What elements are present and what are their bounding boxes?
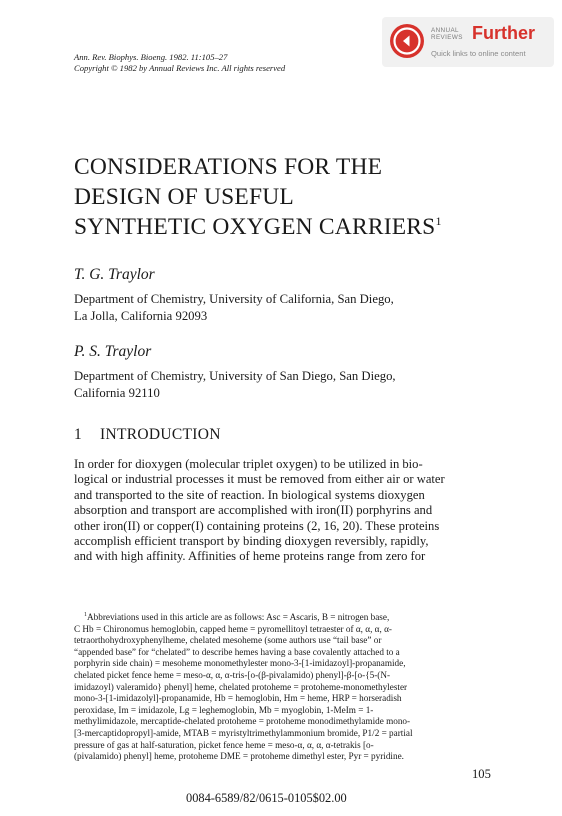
citation-line: Ann. Rev. Biophys. Bioeng. 1982. 11:105–27 bbox=[74, 52, 228, 62]
footnote-line: mono-3-[1-imidazolyl]-propanamide, Hb = hemoglobin, Hm = heme, HRP = horseradish bbox=[74, 693, 402, 704]
title-line: SYNTHETIC OXYGEN CARRIERS$^1$ bbox=[74, 214, 442, 240]
footnote-line: chelated picket fence heme = meso-α, α, α-tris-[o-(β-pivalamido) phenyl]-β-[o-{5-(N- bbox=[74, 669, 391, 680]
body-line: absorption and transport are accomplished with iron(II) porphyrins and bbox=[74, 503, 433, 518]
footnote-line: porphyrin side chain) = mesoheme monomethylester mono-3-[1-imidazoyl]-propanamide, bbox=[74, 658, 406, 669]
author-affiliation: Department of Chemistry, University of California, San Diego, La Jolla, California 92093 bbox=[74, 292, 394, 323]
title-line: DESIGN OF USEFUL bbox=[74, 184, 294, 210]
footnote-line: “appended base” for “chelated” to describe hemes having a base covalently attached to a bbox=[74, 646, 400, 657]
footnote-line: [3-mercaptidopropyl]-amide, MTAB = myristyltrimethylammonium bromide, P1/2 = partial bbox=[74, 727, 413, 738]
title-footnote-mark: 1 bbox=[435, 214, 442, 228]
further-label: Further bbox=[472, 23, 535, 43]
body-line: logical or industrial processes it must be removed from either air or water bbox=[74, 472, 445, 487]
abbreviations-footnote bbox=[74, 612, 500, 763]
footnote-line: pressure of gas at half-saturation, picket fence heme = meso-α, α, α, α-tetrakis [o- bbox=[74, 739, 374, 750]
body-line: accomplish efficient transport by binding dioxygen reversibly, rapidly, bbox=[74, 534, 429, 549]
footnote-mark: 1 bbox=[84, 612, 87, 618]
annual-reviews-label: ANNUAL REVIEWS bbox=[431, 27, 463, 41]
footnote-line: C Hb = Chironomus hemoglobin, capped heme = pyromellitoyl tetraester of α, α, α, α- bbox=[74, 623, 392, 634]
article-title bbox=[74, 152, 544, 242]
author-name: P. S. Traylor bbox=[74, 343, 152, 360]
badge-subtitle: Quick links to online content bbox=[431, 49, 526, 58]
section-heading bbox=[74, 426, 221, 444]
author-name: T. G. Traylor bbox=[74, 266, 155, 283]
play-arrow-icon bbox=[390, 24, 424, 58]
footnote-line: peroxidase, Im = imidazole, Lg = leghemoglobin, Mb = myoglobin, 1-MeIm = 1- bbox=[74, 704, 374, 715]
journal-citation bbox=[74, 52, 374, 74]
footnote-line: imidazoyl) valeramido} phenyl] heme, chelated protoheme = protoheme-monomethylester bbox=[74, 681, 408, 692]
further-link-badge[interactable] bbox=[382, 17, 554, 67]
copyright-line: Copyright © 1982 by Annual Reviews Inc. All rights reserved bbox=[74, 63, 286, 73]
page-number: 105 bbox=[472, 767, 491, 781]
article-code: 0084-6589/82/0615-0105$02.00 bbox=[186, 791, 347, 805]
footnote-line: methylimidazole, mercaptide-chelated protoheme = protoheme monodimethylamide mono- bbox=[74, 716, 411, 727]
body-line: In order for dioxygen (molecular triplet oxygen) to be utilized in bio- bbox=[74, 457, 423, 471]
author-affiliation: Department of Chemistry, University of San Diego, San Diego, California 92110 bbox=[74, 369, 396, 400]
body-paragraph bbox=[74, 457, 498, 565]
section-title: INTRODUCTION bbox=[100, 426, 221, 443]
footnote-line: tetraorthohydroxyphenylheme, chelated mesoheme (some authors use “tail base” or bbox=[74, 635, 382, 646]
title-line: CONSIDERATIONS FOR THE bbox=[74, 154, 383, 180]
footnote-line: (pivalamido) phenyl] heme, protoheme DME = protoheme dimethyl ester, Pyr = pyridine. bbox=[74, 751, 404, 762]
body-line: and transported to the site of reaction. In biological systems dioxygen bbox=[74, 487, 425, 502]
footnote-line: Abbreviations used in this article are as follows: Asc = Ascaris, B = nitrogen base, bbox=[87, 612, 390, 622]
body-line: and with high affinity. Affinities of heme proteins range from zero for bbox=[74, 549, 426, 564]
body-line: other iron(II) or copper(I) containing proteins (2, 16, 20). These proteins bbox=[74, 518, 440, 533]
section-number: 1 bbox=[74, 426, 83, 443]
